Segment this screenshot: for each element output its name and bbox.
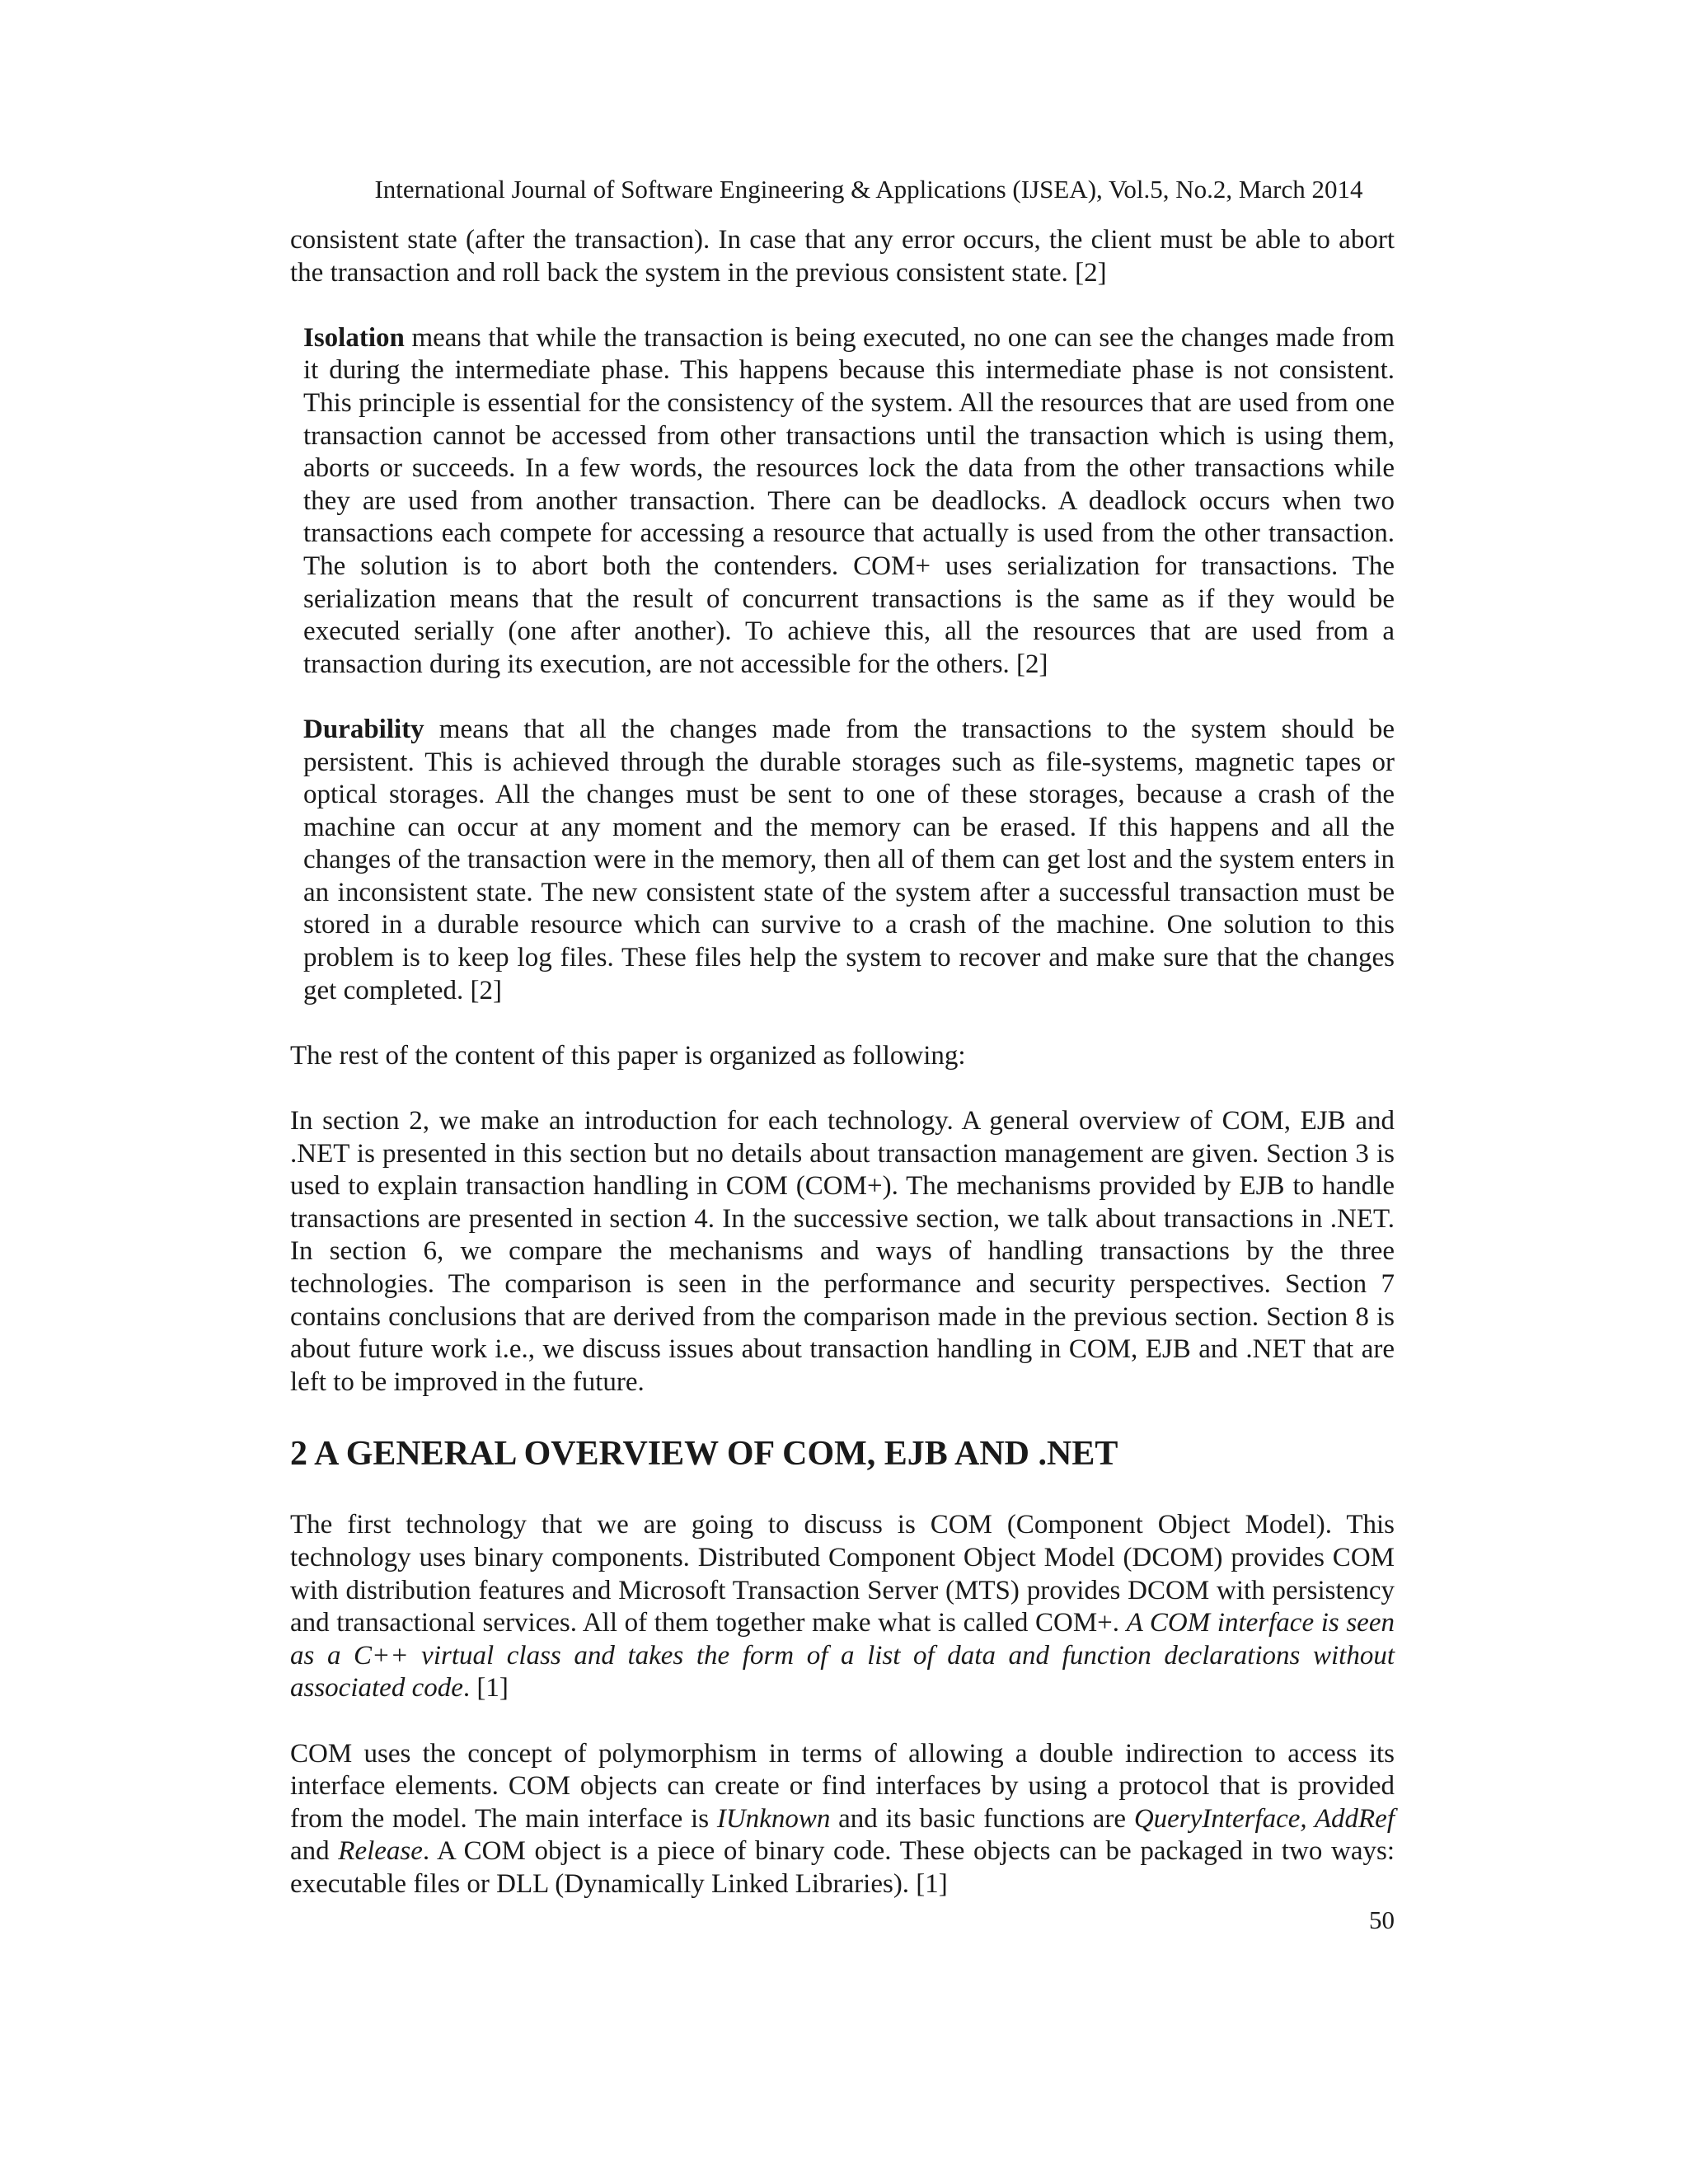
paragraph-gap [290, 1007, 1395, 1040]
release-term: Release [338, 1836, 423, 1867]
paragraph-gap [290, 289, 1395, 322]
polymorphism-text-end: . A COM object is a piece of binary code. These objects can be packaged in two ways: executable files or DLL (Dynamically Linked Libraries). [1] [290, 1836, 1395, 1899]
page-body [290, 224, 1395, 1901]
polymorphism-text-mid: and its basic functions are [830, 1803, 1134, 1834]
paragraph-consistency-end: consistent state (after the transaction). In case that any error occurs, the client must be able to abort the transaction and roll back the system in the previous consistent state. [2] [290, 225, 1395, 288]
paragraph-gap [290, 1072, 1395, 1105]
paragraph-gap [290, 681, 1395, 714]
iunknown-term: IUnknown [716, 1803, 831, 1834]
isolation-term: Isolation [303, 322, 405, 353]
paragraph-gap [290, 1705, 1395, 1738]
paragraph-com-intro [290, 1509, 1395, 1705]
paragraph-isolation [290, 322, 1395, 682]
com-interface-quote: A COM interface is seen as a C++ virtual class and takes the form of a list of data and function declarations without associated code [290, 1608, 1395, 1704]
com-intro-text: The first technology that we are going to discuss is COM (Component Object Model). This technology uses binary components. Distributed Component Object Model (DCOM) provides COM with distribution features and Microsoft Transaction Server (MTS) provides DCOM with persistency and transactional services. All of them together make what is called COM+. [290, 1510, 1395, 1638]
durability-text: means that all the changes made from the transactions to the system should be persistent. This is achieved through the durable storages such as file-systems, magnetic tapes or optical storages. All the changes must be sent to one of these storages, because a crash of the machine can occur at any moment and the memory can be erased. If this happens and all the changes of the transaction were in the memory, then all of them can get lost and the system enters in an inconsistent state. The new consistent state of the system after a successful transaction must be stored in a durable resource which can survive to a crash of the machine. One solution to this problem is to keep log files. These files help the system to recover and make sure that the changes get completed. [2] [303, 714, 1395, 1005]
durability-term: Durability [303, 714, 424, 744]
polymorphism-and: and [290, 1836, 339, 1867]
section-2-heading: 2 A GENERAL OVERVIEW OF COM, EJB AND .NET [290, 1435, 1118, 1474]
running-header: International Journal of Software Engineering & Applications (IJSEA), Vol.5, No.2, March 2014 [374, 175, 1363, 204]
paragraph-rest-intro: The rest of the content of this paper is organized as following: [290, 1040, 966, 1071]
polymorphism-text-start: COM uses the concept of polymorphism in terms of allowing a double indirection to access its interface elements. COM objects can create or find interfaces by using a protocol that is provided from the model. The main interface is [290, 1738, 1395, 1834]
queryinterface-addref-terms: QueryInterface, AddRef [1133, 1803, 1395, 1834]
isolation-text: means that while the transaction is being executed, no one can see the changes made from it during the intermediate phase. This happens because this intermediate phase is not consistent. This principle is essential for the consistency of the system. All the resources that are used from one transaction cannot be accessed from other transactions until the transaction which is using them, aborts or succeeds. In a few words, the resources lock the data from the other transactions while they are used from another transaction. There can be deadlocks. A deadlock occurs when two transactions each compete for accessing a resource that actually is used from the other transaction. The solution is to abort both the contenders. COM+ uses serialization for transactions. The serialization means that the result of concurrent transactions is the same as if they would be executed serially (one after another). To achieve this, all the resources that are used from a transaction during its execution, are not accessible for the others. [2] [303, 322, 1395, 679]
com-intro-citation: . [1] [462, 1673, 509, 1704]
paragraph-organization: In section 2, we make an introduction for each technology. A general overview of COM, EJB and .NET is presented in this section but no details about transaction management are given. Section 3 is used to explain transaction handling in COM (COM+). The mechanisms provided by EJB to handle transactions are presented in section 4. In the successive section, we talk about transactions in .NET. In section 6, we compare the mechanisms and ways of handling transactions by the three technologies. The comparison is seen in the performance and security perspectives. Section 7 contains conclusions that are derived from the comparison made in the previous section. Section 8 is about future work i.e., we discuss issues about transaction handling in COM, EJB and .NET that are left to be improved in the future. [290, 1106, 1395, 1397]
paragraph-durability [290, 714, 1395, 1007]
page-number: 50 [1369, 1905, 1395, 1934]
paragraph-com-polymorphism [290, 1738, 1395, 1901]
